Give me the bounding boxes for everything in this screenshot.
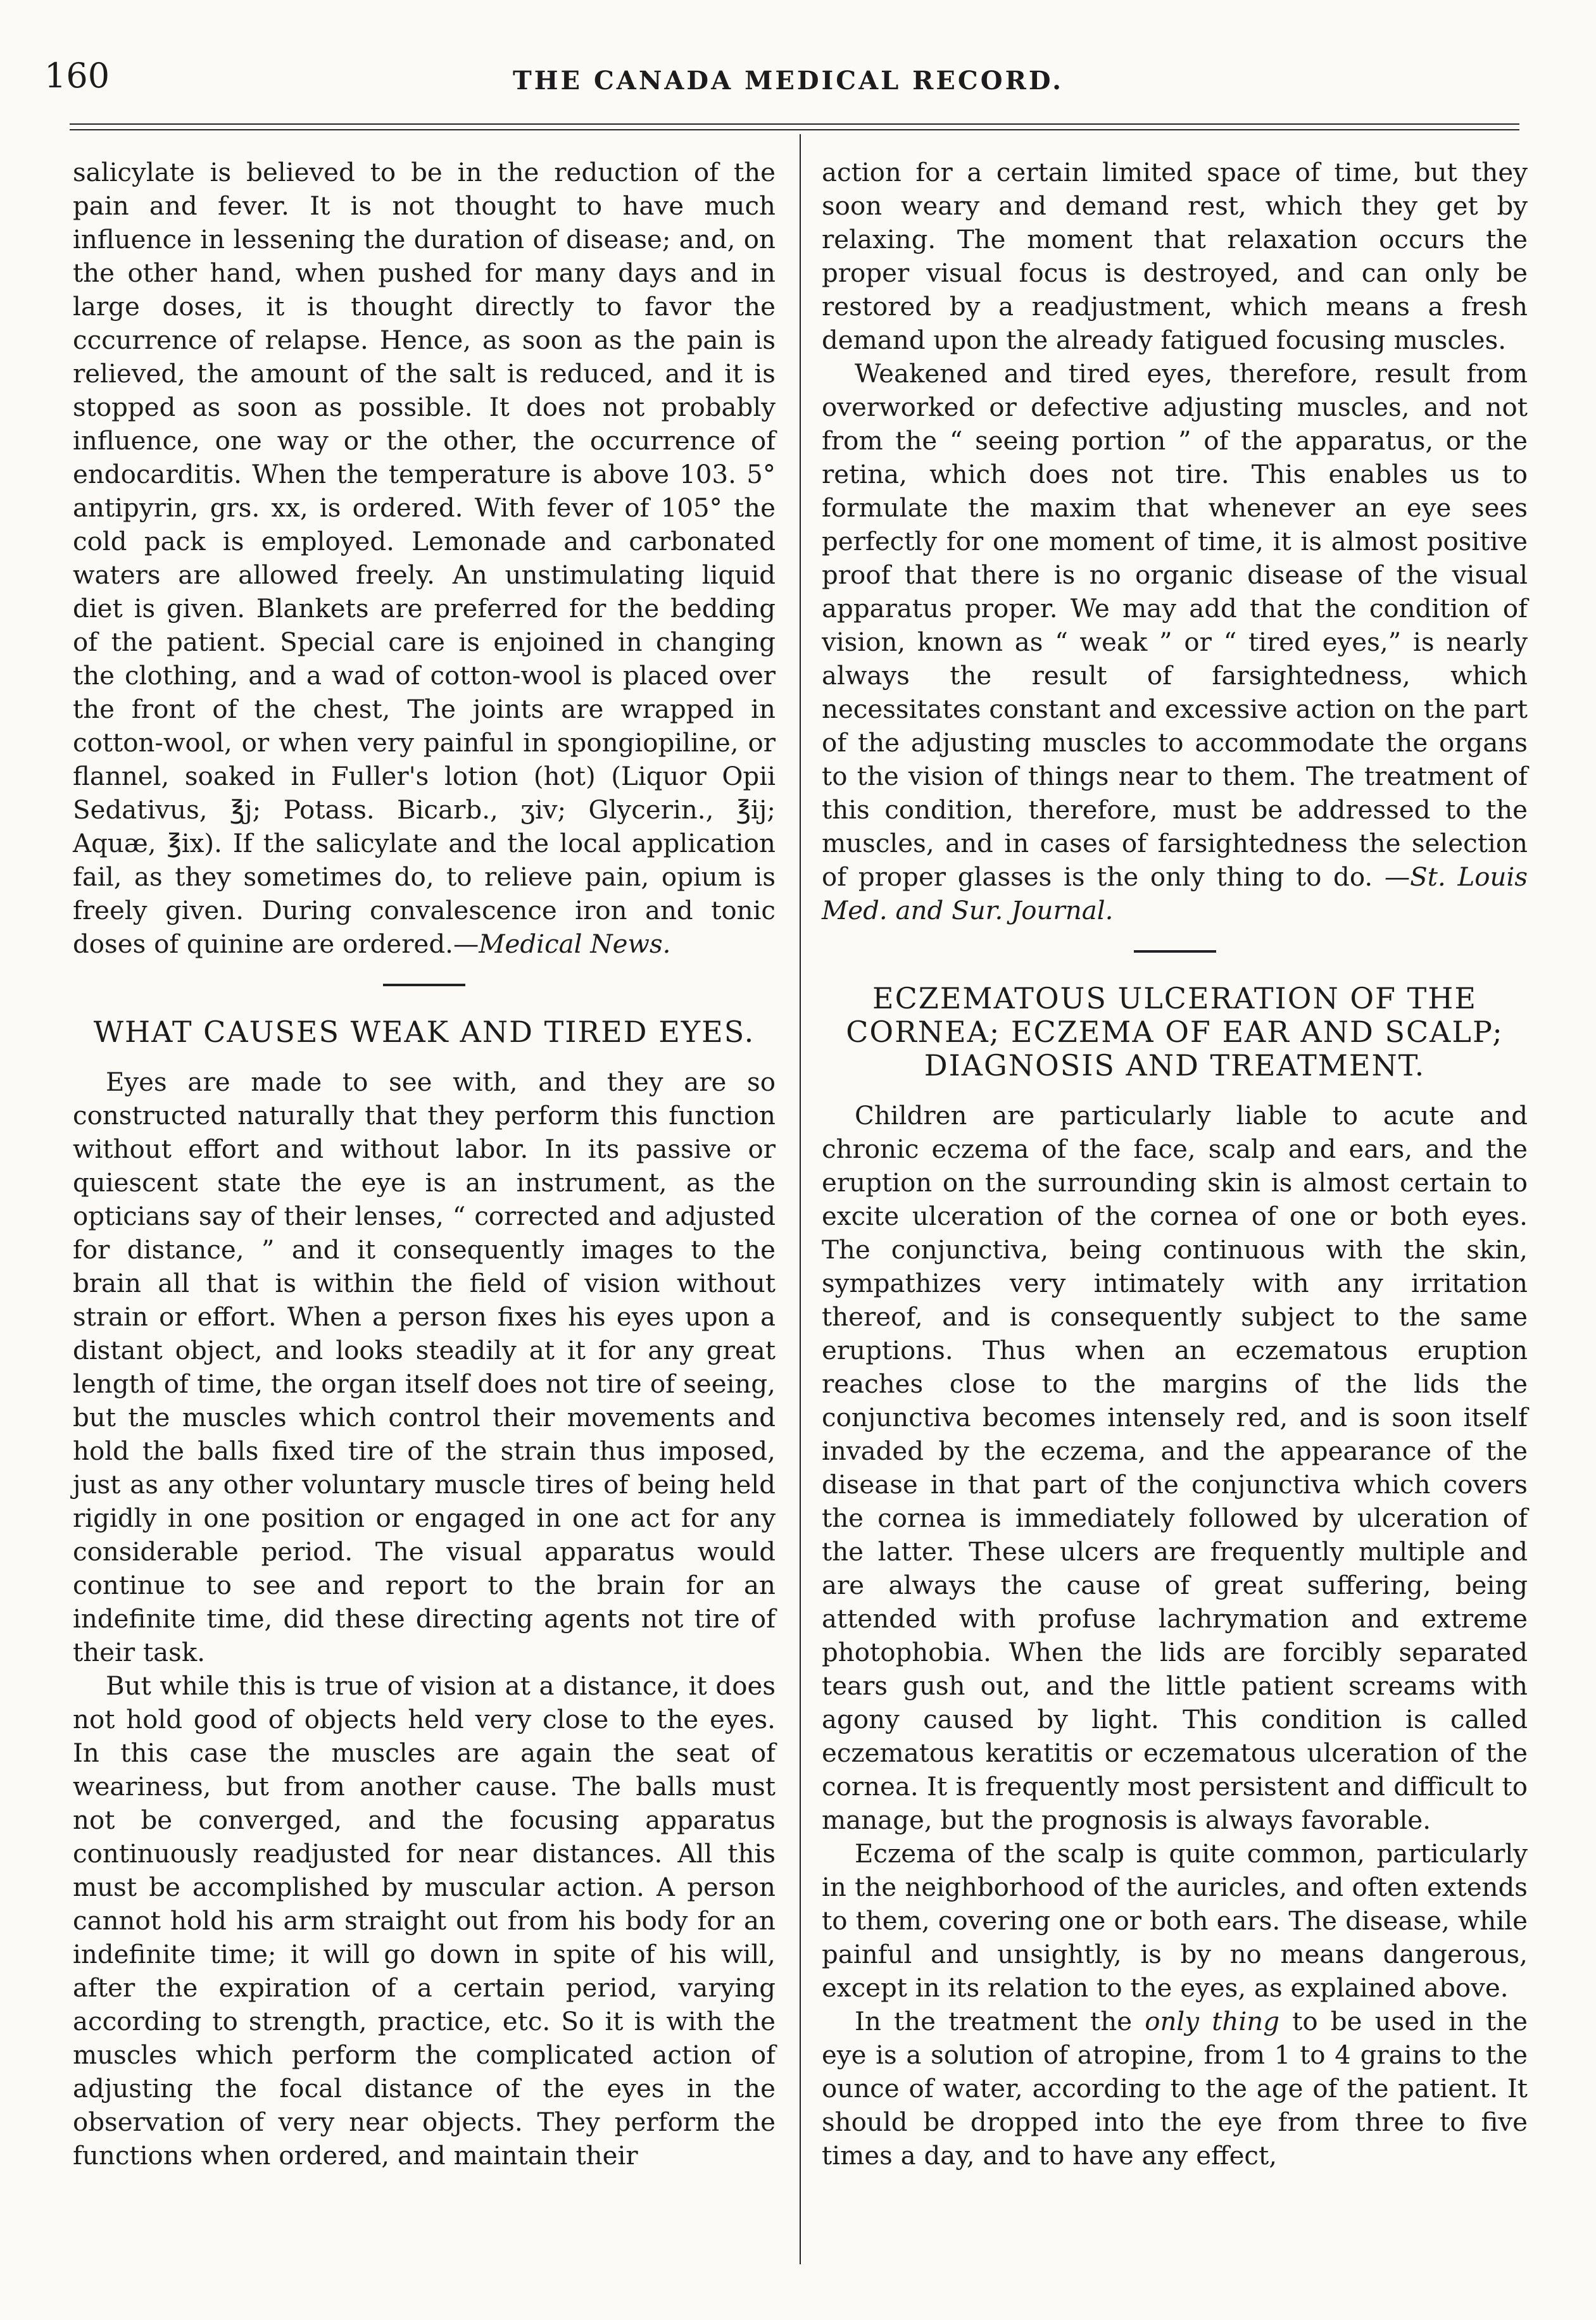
article-paragraph: action for a certain limited space of time, but they soon weary and demand rest, which they get by relaxing. The moment that relaxation occurs the proper visual focus is destroyed, and can only be restored by a readjustment, which means a fresh demand upon the already fatigued focusing muscles. xyxy=(822,158,1528,355)
paragraph-text: Weakened and tired eyes, therefore, result from overworked or defective adjusting muscles, and not from the “ seeing portion ” of the apparatus, or the retina, which does not tire. This enables us to formulate the maxim that whenever an eye sees perfectly for one moment of time, it is almost positive proof that there is no organic disease of the visual apparatus proper. We may add that the condition of vision, known as “ weak ” or “ tired eyes,” is nearly always the result of farsightedness, which necessitates constant and excessive action on the part of the adjusting muscles to accommodate the organs to the vision of things near to them. The treatment of this condition, therefore, must be addressed to the muscles, and in cases of farsightedness the selection of proper glasses is the only thing to do. xyxy=(822,359,1528,892)
section-separator xyxy=(1134,950,1216,953)
article-paragraph: Eczema of the scalp is quite common, particularly in the neighborhood of the auricles, and often extends to them, covering one or both ears. The disease, while painful and unsightly, is by no means dangerous, except in its relation to the eyes, as explained above. xyxy=(822,1839,1528,2003)
page-header xyxy=(44,51,1532,101)
article-paragraph: Eyes are made to see with, and they are so constructed naturally that they perform this function without effort and without labor. In its passive or quiescent state the eye is an instrument, as the opticians say of their lenses, “ corrected and adjusted for distance, ” and it consequently images to the brain all that is within the field of vision without strain or effort. When a person fixes his eyes upon a distant object, and looks steadily at it for any great length of time, the organ itself does not tire of seeing, but the muscles which control their movements and hold the balls fixed tire of the strain thus imposed, just as any other voluntary muscle tires of being held rigidly in one position or engaged in one act for any considerable period. The visual apparatus would continue to see and report to the brain for an indefinite time, did these directing agents not tire of their task. xyxy=(73,1067,776,1667)
left-column xyxy=(73,156,776,2173)
paragraph-text: salicylate is believed to be in the reduction of the pain and fever. It is not thought to have much influence in lessening the duration of disease; and, on the other hand, when pushed for many days and in large doses, it is thought directly to favor the cccurrence of relapse. Hence, as soon as the pain is relieved, the amount of the salt is reduced, and it is stopped as soon as possible. It does not probably influence, one way or the other, the occurrence of endocarditis. When the temperature is above 103. 5° antipyrin, grs. xx, is ordered. With fever of 105° the cold pack is employed. Lemonade and carbonated waters are allowed freely. An unstimulating liquid diet is given. Blankets are preferred for the bedding of the patient. Special care is enjoined in changing the clothing, and a wad of cotton-wool is placed over the front of the chest, The joints are wrapped in cotton-wool, or when very painful in spongiopiline, or flannel, soaked in Fuller's lotion (hot) (Liquor Opii Sedativus, ℥j; Potass. Bicarb., ʒiv; Glycerin., ℥ij; Aquæ, ℥ix). If the salicylate and the local application fail, as they sometimes do, to relieve pain, opium is freely given. During convalescence iron and tonic doses of quinine are ordered.— xyxy=(73,158,776,959)
article-title: WHAT CAUSES WEAK AND TIRED EYES. xyxy=(93,1015,755,1049)
article-paragraph: Children are particularly liable to acute and chronic eczema of the face, scalp and ears, and the eruption on the surrounding skin is almost certain to excite ulceration of the cornea of one or both eyes. The conjunctiva, being continuous with the skin, sympathizes very intimately with any irritation thereof, and is consequently subject to the same eruptions. Thus when an eczematous eruption reaches close to the margins of the lids the conjunctiva becomes intensely red, and is soon itself invaded by the eczema, and the appearance of the disease in that part of the conjunctiva which covers the cornea is immediately followed by ulceration of the latter. These ulcers are frequently multiple and are always the cause of great suffering, being attended with profuse lachrymation and extreme photophobia. When the lids are forcibly separated tears gush out, and the little patient screams with agony caused by light. This condition is called eczematous keratitis or eczematous ulceration of the cornea. It is frequently most persistent and difficult to manage, but the prognosis is always favorable. xyxy=(822,1101,1528,1835)
citation: Medical News. xyxy=(479,929,671,959)
header-rule-double xyxy=(70,129,1519,130)
section-separator xyxy=(383,984,465,986)
article-paragraph: But while this is true of vision at a distance, it does not hold good of objects held very close to the eyes. In this case the muscles are again the seat of weariness, but from another cause. The balls must not be converged, and the focusing apparatus continuously readjusted for near distances. All this must be accomplished by muscular action. A person cannot hold his arm straight out from his body for an indefinite time; it will go down in spite of his will, after the expiration of a certain period, varying according to strength, practice, etc. So it is with the muscles which perform the complicated action of adjusting the focal distance of the eyes in the observation of very near objects. They perform the functions when ordered, and maintain their xyxy=(73,1671,776,2171)
article-paragraph xyxy=(73,156,776,961)
article-paragraph xyxy=(822,2005,1528,2173)
citation: —St. Louis Med. and Sur. Journal. xyxy=(822,862,1528,925)
article-paragraph xyxy=(822,357,1528,927)
column-divider xyxy=(800,134,801,2264)
emphasis: only thing xyxy=(1145,2007,1280,2036)
article-title: ECZEMATOUS ULCERATION OF THE CORNEA; ECZEMA OF EAR AND SCALP; DIAGNOSIS AND TREATMENT. xyxy=(846,981,1504,1082)
page-number: 160 xyxy=(44,56,110,96)
paragraph-text: In the treatment the xyxy=(855,2007,1145,2036)
header-rule xyxy=(70,123,1519,125)
journal-title: THE CANADA MEDICAL RECORD. xyxy=(512,66,1064,96)
right-column xyxy=(822,156,1528,2173)
paragraph-text: to be used in the eye is a solution of atropine, from 1 to 4 grains to the ounce of water, according to the age of the patient. It should be dropped into the eye from three to five times a day, and to have any effect, xyxy=(822,2007,1528,2171)
